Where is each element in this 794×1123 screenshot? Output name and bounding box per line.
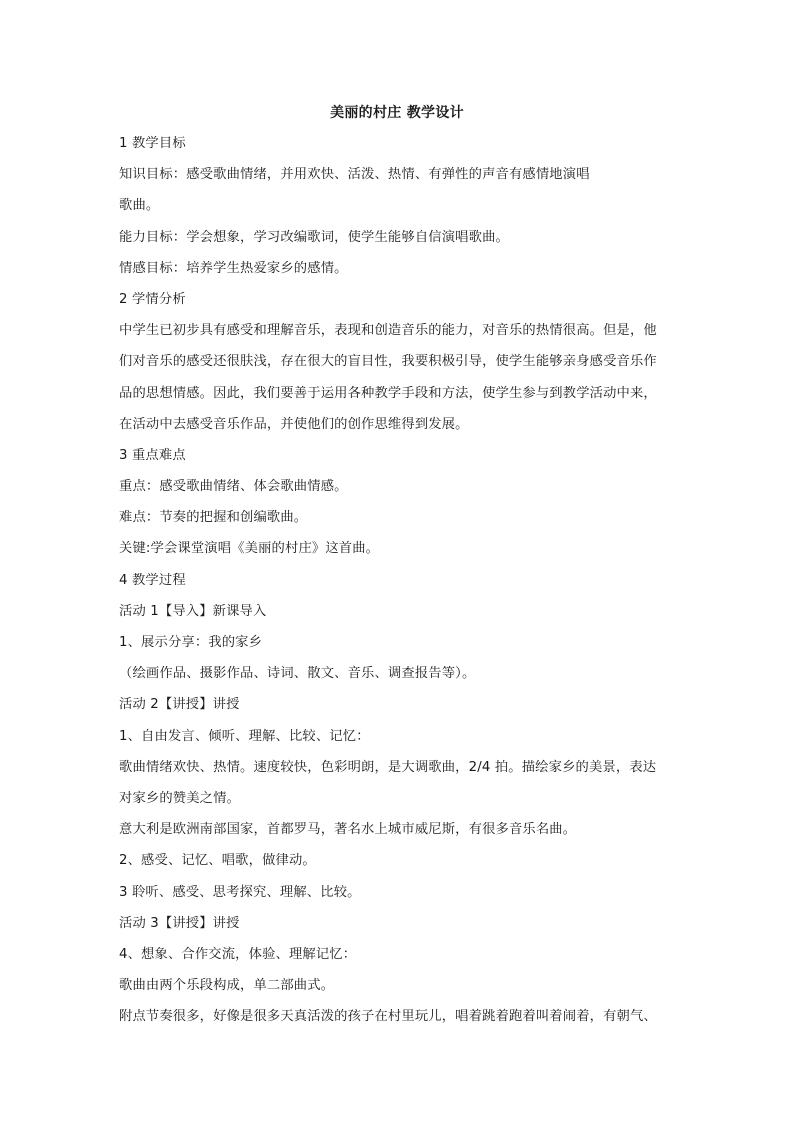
paragraph-line: 能力目标：学会想象，学习改编歌词，使学生能够自信演唱歌曲。 [119, 229, 509, 245]
paragraph-line: 活动 3【讲授】讲授 [119, 915, 240, 931]
paragraph-line: 们对音乐的感受还很肤浅，存在很大的盲目性，我要积极引导，使学生能够亲身感受音乐作 [119, 354, 657, 370]
paragraph-line: 3 聆听、感受、思考探究、理解、比较。 [119, 884, 361, 900]
paragraph-line: 2 学情分析 [119, 291, 186, 307]
paragraph-line: 活动 2【讲授】讲授 [119, 697, 240, 713]
paragraph-line: 中学生已初步具有感受和理解音乐，表现和创造音乐的能力，对音乐的热情很高。但是，他 [119, 323, 657, 339]
paragraph-line: 对家乡的赞美之情。 [119, 790, 241, 806]
paragraph-line: 在活动中去感受音乐作品，并使他们的创作思维得到发展。 [119, 416, 469, 432]
paragraph-line: 1、展示分享：我的家乡 [119, 635, 263, 650]
paragraph-line: 意大利是欧洲南部国家，首都罗马，著名水上城市威尼斯，有很多音乐名曲。 [119, 822, 577, 838]
paragraph-line: 4、想象、合作交流，体验、理解记忆： [119, 946, 357, 962]
paragraph-line: 品的思想情感。因此，我们要善于运用各种教学手段和方法，使学生参与到教学活动中来， [119, 385, 657, 401]
paragraph-line: 3 重点难点 [119, 447, 186, 463]
paragraph-line: 1 教学目标 [119, 136, 186, 151]
paragraph-line: 1、自由发言、倾听、理解、比较、记忆： [119, 728, 370, 744]
paragraph-line: 关键:学会课堂演唱《美丽的村庄》这首曲。 [119, 541, 380, 557]
paragraph-line: 4 教学过程 [119, 572, 186, 588]
paragraph-line: 活动 1【导入】新课导入 [119, 603, 267, 619]
paragraph-line: 歌曲。 [119, 198, 160, 214]
paragraph-line: 歌曲由两个乐段构成，单二部曲式。 [119, 978, 335, 994]
paragraph-line: （绘画作品、摄影作品、诗词、散文、音乐、调查报告等）。 [119, 666, 476, 682]
paragraph-line: 难点：节奏的把握和创编歌曲。 [119, 510, 308, 526]
paragraph-line: 2、感受、记忆、唱歌，做律动。 [119, 853, 316, 869]
document-title: 美丽的村庄 教学设计 [330, 105, 464, 121]
paragraph-line: 歌曲情绪欢快、热情。速度较快，色彩明朗，是大调歌曲，2/4 拍。描绘家乡的美景，表达 [119, 759, 657, 775]
paragraph-line: 知识目标：感受歌曲情绪，并用欢快、活泼、热情、有弹性的声音有感情地演唱 [119, 167, 590, 183]
paragraph-line: 附点节奏很多，好像是很多天真活泼的孩子在村里玩儿，唱着跳着跑着叫着闹着，有朝气、 [119, 1009, 657, 1025]
paragraph-line: 情感目标：培养学生热爱家乡的感情。 [119, 260, 348, 276]
document-body [119, 134, 681, 1038]
paragraph-line: 重点：感受歌曲情绪、体会歌曲情感。 [119, 479, 348, 495]
